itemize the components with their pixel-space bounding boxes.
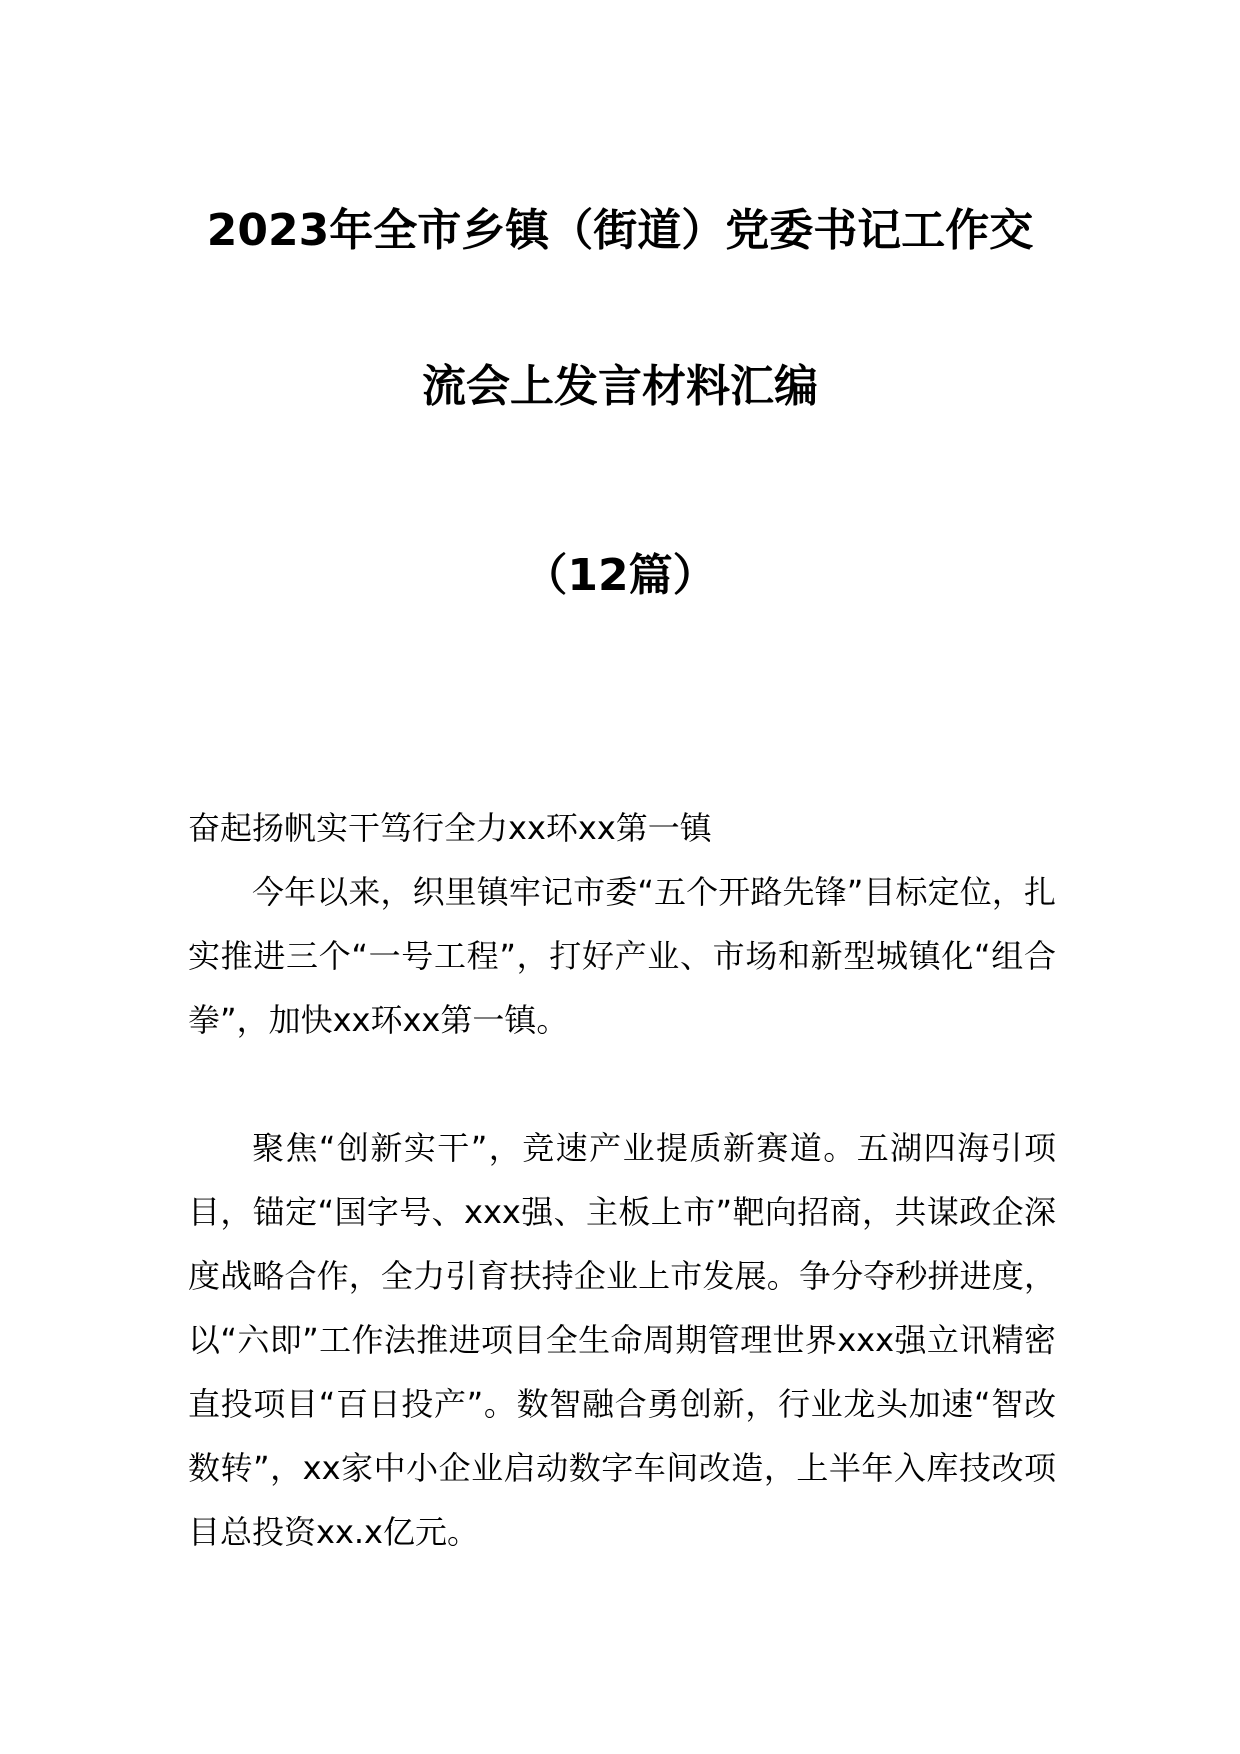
- document-title-line-2: 流会上发言材料汇编: [422, 361, 818, 412]
- section-heading: 奋起扬帆实干笃行全力xx环xx第一镇: [188, 809, 712, 847]
- document-title-count: （12篇）: [523, 550, 717, 601]
- paragraph-spacer: [188, 1052, 1056, 1116]
- document-body: [188, 796, 1056, 1564]
- paragraph: 聚焦“创新实干”，竞速产业提质新赛道。五湖四海引项目，锚定“国字号、xxx强、主板上市”靶向招商，共谋政企深度战略合作，全力引育扶持企业上市发展。争分夺秒拼进度，以“六即”工作法推进项目全生命周期管理世界xxx强立讯精密直投项目“百日投产”。数智融合勇创新，行业龙头加速“智改数转”，xx家中小企业启动数字车间改造，上半年入库技改项目总投资xx.x亿元。: [188, 1129, 1056, 1551]
- document-title-line-1: 2023年全市乡镇（街道）党委书记工作交: [206, 205, 1034, 256]
- paragraph: 今年以来，织里镇牢记市委“五个开路先锋”目标定位，扎实推进三个“一号工程”，打好产业、市场和新型城镇化“组合拳”，加快xx环xx第一镇。: [188, 873, 1056, 1039]
